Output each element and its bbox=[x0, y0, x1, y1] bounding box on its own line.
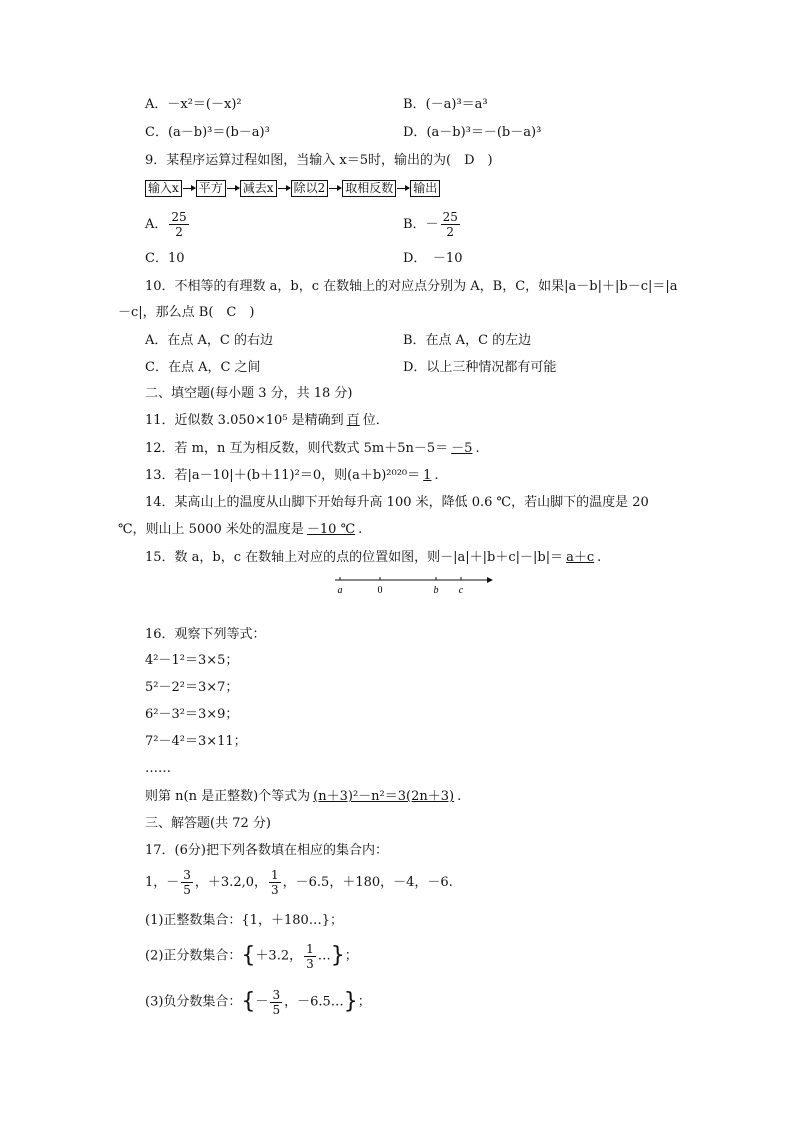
q16-eq-3: 6²－3²＝3×9； bbox=[145, 707, 239, 722]
denominator: 2 bbox=[446, 225, 455, 239]
q16-ellipsis: …… bbox=[145, 761, 171, 776]
label-zero: 0 bbox=[377, 585, 383, 596]
q17-set-2 bbox=[145, 938, 358, 975]
q17-stem: 17．(6分)把下列各数填在相应的集合内： bbox=[145, 843, 388, 858]
denominator: 5 bbox=[272, 1002, 281, 1017]
flow-step-1: 输入x bbox=[145, 180, 182, 197]
q16-eq-1: 4²－1²＝3×5； bbox=[145, 653, 239, 668]
q10-option-c: C．在点 A，C 之间 bbox=[145, 360, 261, 375]
q10-stem-line2: －c|，那么点 B( C ) bbox=[118, 305, 255, 320]
q12 bbox=[145, 440, 480, 458]
flow-arrow bbox=[278, 188, 290, 189]
set-item: ＋3.2， bbox=[255, 948, 303, 964]
denominator: 2 bbox=[175, 225, 183, 239]
q9-a-fraction bbox=[169, 210, 188, 239]
q14-line2 bbox=[118, 521, 362, 539]
label-a: a bbox=[337, 585, 343, 596]
q12-end: . bbox=[475, 441, 480, 456]
flow-arrow bbox=[397, 188, 409, 189]
q12-answer: －5 bbox=[451, 441, 473, 456]
q8-c-text: (a－b)³＝(b－a)³ bbox=[167, 125, 270, 140]
fraction-3-5 bbox=[270, 988, 282, 1017]
set-item: … bbox=[317, 948, 331, 964]
q10-option-d: D．以上三种情况都有可能 bbox=[403, 360, 557, 375]
left-brace: { bbox=[241, 943, 256, 968]
label-b: b bbox=[433, 585, 439, 596]
q15-end: . bbox=[597, 550, 602, 565]
q8-option-d bbox=[403, 124, 541, 142]
q15-text: 15．数 a，b，c 在数轴上对应的点的位置如图，则－|a|＋|b＋c|－|b|＝ bbox=[145, 550, 564, 565]
flow-arrow bbox=[329, 188, 341, 189]
q14-answer: －10 ℃ bbox=[306, 522, 356, 537]
list-part: 1，－ bbox=[145, 875, 180, 890]
right-brace: } bbox=[343, 989, 358, 1014]
denominator: 5 bbox=[183, 883, 191, 897]
q9-stem: 9．某程序运算过程如图，当输入 x＝5时，输出的为( D ) bbox=[145, 153, 493, 168]
flow-arrow bbox=[183, 188, 195, 189]
q16-eq-2: 5²－2²＝3×7； bbox=[145, 680, 239, 695]
right-brace: } bbox=[330, 943, 345, 968]
set-item: ，－6.5… bbox=[284, 994, 344, 1010]
set-item: － bbox=[255, 994, 269, 1010]
q17-set-1: (1)正整数集合：{1，＋180…}； bbox=[145, 913, 344, 928]
flow-step-6: 输出 bbox=[410, 180, 440, 197]
q17-number-list bbox=[145, 866, 453, 900]
q16-stem: 16．观察下列等式： bbox=[145, 627, 266, 642]
q14-text: ℃，则山上 5000 米处的温度是 bbox=[118, 522, 304, 537]
q9-option-b bbox=[403, 210, 462, 240]
flow-step-4: 除以2 bbox=[291, 180, 329, 197]
q16-eq-4: 7²－4²＝3×11； bbox=[145, 734, 247, 749]
numerator: 3 bbox=[183, 868, 191, 882]
numerator: 1 bbox=[306, 941, 314, 956]
denominator: 3 bbox=[306, 956, 314, 971]
numerator: 1 bbox=[271, 868, 279, 882]
q15 bbox=[145, 549, 601, 567]
q15-answer: a＋c bbox=[566, 550, 595, 565]
flow-arrow bbox=[227, 188, 239, 189]
q11-end: 位． bbox=[362, 413, 389, 428]
q8-a-text: －x²＝(－x)² bbox=[167, 97, 242, 112]
flow-step-3: 减去x bbox=[240, 180, 277, 197]
list-part: ，＋3.2,0， bbox=[194, 875, 267, 890]
set-label: (2)正分数集合： bbox=[145, 948, 242, 964]
q8-c-label: C． bbox=[145, 125, 168, 140]
numerator: 3 bbox=[272, 987, 281, 1002]
q8-d-label: D． bbox=[403, 125, 427, 140]
q8-a-label: A． bbox=[145, 97, 168, 112]
q10-stem-line1: 10．不相等的有理数 a，b，c 在数轴上的对应点分别为 A，B，C，如果|a－b|＋|b－c|＝|a bbox=[145, 279, 678, 294]
fraction-1-3 bbox=[304, 942, 316, 971]
q16-end: . bbox=[457, 789, 462, 804]
q12-text: 12．若 m，n 互为相反数，则代数式 5m＋5n－5＝ bbox=[145, 441, 449, 456]
q9-b-fraction bbox=[441, 210, 460, 239]
flow-step-5: 取相反数 bbox=[342, 180, 396, 197]
q8-b-text: (－a)³＝a³ bbox=[425, 97, 488, 112]
section-title-fill-blank: 二、填空题(每小题 3 分，共 18 分) bbox=[145, 386, 353, 401]
q13 bbox=[145, 467, 439, 485]
q13-text: 13．若|a－10|＋(b＋11)²＝0，则(a＋b)²⁰²⁰＝ bbox=[145, 468, 421, 483]
q16-answer: (n＋3)²－n²＝3(2n＋3) bbox=[313, 789, 455, 804]
q9-option-c: C．10 bbox=[145, 251, 185, 266]
axis-arrow bbox=[487, 577, 493, 583]
numerator: 25 bbox=[442, 210, 458, 224]
q17-set-3 bbox=[145, 984, 371, 1021]
q9-b-label: B．－ bbox=[403, 217, 439, 232]
q11-answer: 百 bbox=[346, 413, 360, 428]
q15-number-line bbox=[335, 568, 495, 598]
q11 bbox=[145, 412, 389, 430]
set-end: ； bbox=[344, 948, 358, 964]
denominator: 3 bbox=[271, 883, 279, 897]
fraction-1-3 bbox=[269, 868, 281, 897]
q8-option-b bbox=[403, 96, 488, 114]
q9-a-label: A． bbox=[145, 217, 168, 232]
label-c: c bbox=[458, 585, 464, 596]
q14-line1: 14．某高山上的温度从山脚下开始每升高 100 米，降低 0.6 ℃，若山脚下的温度是 20 bbox=[145, 495, 649, 510]
q8-option-c bbox=[145, 124, 270, 142]
q10-option-b: B．在点 A，C 的左边 bbox=[403, 333, 532, 348]
set-label: (3)负分数集合： bbox=[145, 994, 242, 1010]
q10-option-a: A．在点 A，C 的右边 bbox=[145, 333, 273, 348]
list-part: ，－6.5，＋180，－4，－6. bbox=[282, 875, 453, 890]
q13-answer: 1 bbox=[423, 468, 432, 483]
q8-b-label: B． bbox=[403, 97, 426, 112]
q9-option-d: D． －10 bbox=[403, 251, 463, 266]
set-end: ； bbox=[357, 994, 371, 1010]
left-brace: { bbox=[241, 989, 256, 1014]
q8-d-text: (a－b)³＝－(b－a)³ bbox=[426, 125, 542, 140]
q9-flowchart bbox=[145, 180, 440, 197]
q11-text: 11．近似数 3.050×10⁵ 是精确到 bbox=[145, 413, 344, 428]
q14-end: . bbox=[358, 522, 363, 537]
numerator: 25 bbox=[171, 210, 187, 224]
fraction-neg-3-5 bbox=[181, 868, 193, 897]
q8-option-a bbox=[145, 96, 242, 114]
q16-answer-line bbox=[145, 788, 461, 806]
q9-option-a bbox=[145, 210, 191, 240]
q16-text: 则第 n(n 是正整数)个等式为 bbox=[145, 789, 311, 804]
q13-end: . bbox=[434, 468, 439, 483]
flow-step-2: 平方 bbox=[196, 180, 226, 197]
section-title-solve: 三、解答题(共 72 分) bbox=[145, 816, 271, 831]
